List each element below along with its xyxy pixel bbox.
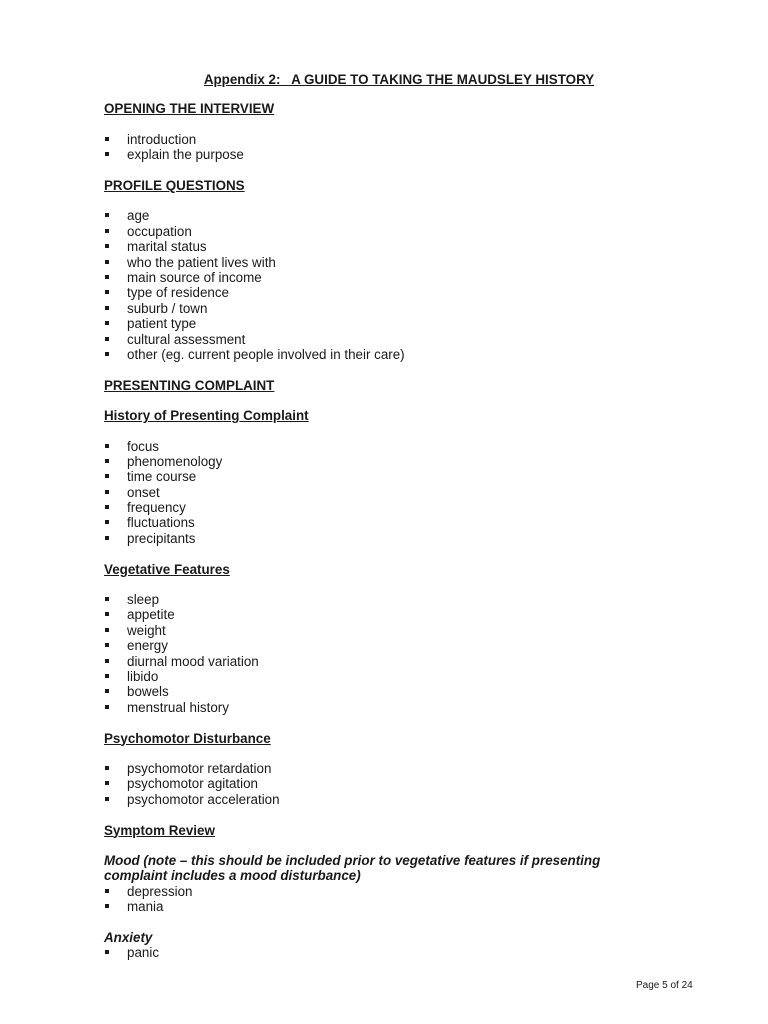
bullet-list bbox=[104, 132, 664, 163]
page-number: Page 5 of 24 bbox=[636, 980, 693, 991]
list-item bbox=[104, 316, 664, 331]
list-item bbox=[104, 255, 664, 270]
square-bullet-icon bbox=[105, 137, 109, 141]
list-item-text: age bbox=[127, 208, 150, 224]
square-bullet-icon bbox=[105, 229, 109, 233]
list-item bbox=[104, 469, 664, 484]
square-bullet-icon bbox=[105, 260, 109, 264]
list-item bbox=[104, 638, 664, 653]
list-item bbox=[104, 270, 664, 285]
square-bullet-icon bbox=[105, 597, 109, 601]
bullet-list bbox=[104, 592, 664, 715]
square-bullet-icon bbox=[105, 490, 109, 494]
list-item bbox=[104, 132, 664, 147]
bullet-list bbox=[104, 761, 664, 807]
list-item bbox=[104, 884, 664, 899]
square-bullet-icon bbox=[105, 505, 109, 509]
square-bullet-icon bbox=[105, 213, 109, 217]
list-item bbox=[104, 454, 664, 469]
list-item bbox=[104, 592, 664, 607]
section-heading: Psychomotor Disturbance bbox=[104, 730, 271, 746]
list-item bbox=[104, 654, 664, 669]
list-item-text: focus bbox=[127, 438, 160, 454]
square-bullet-icon bbox=[105, 797, 109, 801]
list-item-text: frequency bbox=[127, 500, 186, 516]
list-item-text: weight bbox=[127, 622, 166, 638]
list-item-text: menstrual history bbox=[127, 699, 229, 715]
square-bullet-icon bbox=[105, 152, 109, 156]
section-heading: Vegetative Features bbox=[104, 561, 230, 577]
list-item-text: psychomotor acceleration bbox=[127, 791, 280, 807]
list-item bbox=[104, 515, 664, 530]
list-item-text: libido bbox=[127, 668, 159, 684]
square-bullet-icon bbox=[105, 352, 109, 356]
bullet-list bbox=[104, 439, 664, 547]
list-item bbox=[104, 945, 664, 960]
list-item-text: diurnal mood variation bbox=[127, 653, 259, 669]
list-item bbox=[104, 239, 664, 254]
square-bullet-icon bbox=[105, 904, 109, 908]
section-heading: PROFILE QUESTIONS bbox=[104, 177, 245, 193]
section-heading: Symptom Review bbox=[104, 822, 215, 838]
square-bullet-icon bbox=[105, 643, 109, 647]
square-bullet-icon bbox=[105, 290, 109, 294]
list-item-text: mania bbox=[127, 899, 164, 915]
list-item-text: psychomotor agitation bbox=[127, 776, 259, 792]
list-item-text: phenomenology bbox=[127, 453, 223, 469]
list-item bbox=[104, 899, 664, 914]
list-item-text: depression bbox=[127, 883, 193, 899]
square-bullet-icon bbox=[105, 950, 109, 954]
list-item bbox=[104, 285, 664, 300]
list-item-text: appetite bbox=[127, 607, 175, 623]
section-heading: OPENING THE INTERVIEW bbox=[104, 101, 275, 117]
section-heading: PRESENTING COMPLAINT bbox=[104, 377, 275, 393]
list-item-text: suburb / town bbox=[127, 300, 208, 316]
list-item-text: precipitants bbox=[127, 530, 196, 546]
square-bullet-icon bbox=[105, 659, 109, 663]
list-item bbox=[104, 776, 664, 791]
bullet-list bbox=[104, 884, 664, 915]
list-item bbox=[104, 439, 664, 454]
list-item bbox=[104, 208, 664, 223]
square-bullet-icon bbox=[105, 306, 109, 310]
square-bullet-icon bbox=[105, 474, 109, 478]
list-item-text: patient type bbox=[127, 316, 197, 332]
list-item bbox=[104, 700, 664, 715]
section-heading: Anxiety bbox=[104, 929, 153, 945]
square-bullet-icon bbox=[105, 337, 109, 341]
square-bullet-icon bbox=[105, 520, 109, 524]
list-item bbox=[104, 485, 664, 500]
list-item bbox=[104, 684, 664, 699]
square-bullet-icon bbox=[105, 705, 109, 709]
square-bullet-icon bbox=[105, 612, 109, 616]
document-body bbox=[104, 101, 664, 960]
list-item bbox=[104, 224, 664, 239]
list-item bbox=[104, 623, 664, 638]
square-bullet-icon bbox=[105, 674, 109, 678]
square-bullet-icon bbox=[105, 459, 109, 463]
list-item bbox=[104, 607, 664, 622]
square-bullet-icon bbox=[105, 444, 109, 448]
list-item-text: energy bbox=[127, 638, 168, 654]
section-heading: Mood (note – this should be included prior to vegetative features if presenting complaint includes a mood disturbance) bbox=[104, 852, 601, 884]
list-item bbox=[104, 347, 664, 362]
list-item bbox=[104, 500, 664, 515]
list-item-text: occupation bbox=[127, 223, 192, 239]
square-bullet-icon bbox=[105, 689, 109, 693]
square-bullet-icon bbox=[105, 781, 109, 785]
bullet-list bbox=[104, 208, 664, 362]
list-item bbox=[104, 301, 664, 316]
document-page bbox=[104, 72, 664, 976]
list-item-text: time course bbox=[127, 469, 197, 485]
list-item-text: other (eg. current people involved in their care) bbox=[127, 346, 405, 362]
square-bullet-icon bbox=[105, 628, 109, 632]
list-item-text: who the patient lives with bbox=[127, 254, 276, 270]
square-bullet-icon bbox=[105, 275, 109, 279]
list-item-text: main source of income bbox=[127, 269, 262, 285]
list-item-text: fluctuations bbox=[127, 515, 195, 531]
list-item-text: type of residence bbox=[127, 285, 229, 301]
list-item-text: psychomotor retardation bbox=[127, 760, 272, 776]
document-title: Appendix 2: A GUIDE TO TAKING THE MAUDSLEY HISTORY bbox=[203, 72, 595, 87]
list-item-text: onset bbox=[127, 484, 160, 500]
list-item bbox=[104, 761, 664, 776]
list-item bbox=[104, 531, 664, 546]
bullet-list bbox=[104, 945, 664, 960]
square-bullet-icon bbox=[105, 766, 109, 770]
list-item-text: cultural assessment bbox=[127, 331, 246, 347]
list-item-text: introduction bbox=[127, 131, 197, 147]
square-bullet-icon bbox=[105, 244, 109, 248]
square-bullet-icon bbox=[105, 889, 109, 893]
list-item-text: sleep bbox=[127, 592, 160, 608]
list-item-text: explain the purpose bbox=[127, 147, 244, 163]
list-item bbox=[104, 332, 664, 347]
list-item-text: panic bbox=[127, 945, 160, 961]
list-item bbox=[104, 669, 664, 684]
list-item-text: marital status bbox=[127, 239, 207, 255]
section-heading: History of Presenting Complaint bbox=[104, 408, 309, 424]
list-item bbox=[104, 147, 664, 162]
list-item-text: bowels bbox=[127, 684, 169, 700]
square-bullet-icon bbox=[105, 321, 109, 325]
square-bullet-icon bbox=[105, 536, 109, 540]
list-item bbox=[104, 792, 664, 807]
